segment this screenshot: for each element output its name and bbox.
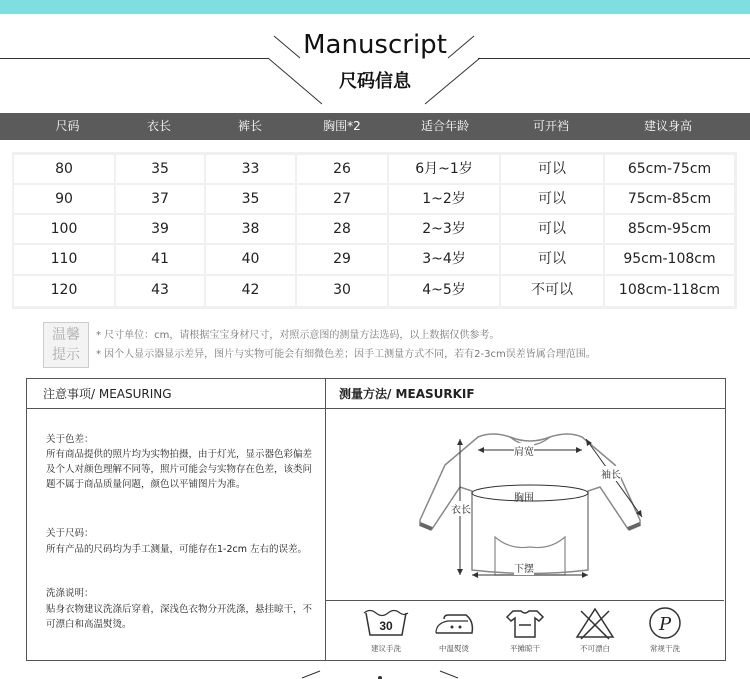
header-height: 建议身高 [643, 119, 692, 133]
care-item-dry-flat [495, 605, 555, 653]
tip-line-2: * 因个人显示器显示差异，图片与实物可能会有细微色差；因手工测量方式不同，若有2-3cm误差皆属合理范围。 [96, 349, 596, 360]
label-length: 衣长 [451, 501, 471, 516]
size-table-body [12, 152, 737, 309]
table-cell: 可以 [501, 215, 603, 243]
table-cell: 35 [116, 155, 204, 183]
header-pants-length: 裤长 [237, 119, 262, 133]
info-box-header-divider [27, 408, 725, 409]
label-shoulder: 肩宽 [514, 443, 534, 458]
table-cell: 43 [116, 276, 204, 306]
label-chest: 胸围 [514, 493, 534, 504]
table-cell: 75cm-85cm [605, 185, 734, 213]
care-label: 建议手洗 [371, 644, 401, 653]
care-label: 平摊晾干 [510, 644, 540, 653]
tips-badge-line1: 温馨 [52, 327, 80, 343]
table-cell: 108cm-118cm [605, 276, 734, 306]
table-cell: 90 [14, 185, 114, 213]
table-cell: 39 [116, 215, 204, 243]
table-cell: 6月~1岁 [389, 155, 499, 183]
table-cell: 1~2岁 [389, 185, 499, 213]
table-cell: 80 [14, 155, 114, 183]
color-note-title: 关于色差： [46, 434, 94, 445]
table-cell: 27 [297, 185, 387, 213]
table-cell: 38 [206, 215, 295, 243]
header-chest: 胸围*2 [323, 119, 361, 133]
label-sleeve: 袖长 [601, 466, 621, 481]
dry-clean-letter: P [658, 614, 672, 635]
table-cell: 100 [14, 215, 114, 243]
care-item-handwash [356, 605, 416, 653]
table-cell: 可以 [501, 245, 603, 274]
table-cell: 4~5岁 [389, 276, 499, 306]
table-cell: 不可以 [501, 276, 603, 306]
care-label: 不可漂白 [580, 644, 610, 653]
size-note-text: 所有产品的尺码均为手工测量，可能存在1-2cm 左右的误差。 [46, 544, 308, 555]
table-cell: 65cm-75cm [605, 155, 734, 183]
table-cell: 26 [297, 155, 387, 183]
page-title-en: Manuscript [303, 30, 447, 60]
table-cell: 35 [206, 185, 295, 213]
table-cell: 33 [206, 155, 295, 183]
info-box-divider [325, 379, 326, 660]
table-cell: 29 [297, 245, 387, 274]
care-label: 常规干洗 [650, 644, 680, 653]
header-open-crotch: 可开裆 [532, 119, 569, 133]
table-cell: 95cm-108cm [605, 245, 734, 274]
table-cell: 2~3岁 [389, 215, 499, 243]
table-cell: 120 [14, 276, 114, 306]
header-top-length: 衣长 [146, 119, 171, 133]
tip-line-1: * 尺寸单位：cm，请根据宝宝身材尺寸，对照示意图的测量方法选码，以上数据仅供参考。 [96, 330, 500, 341]
table-cell: 110 [14, 245, 114, 274]
tips-badge [43, 322, 89, 368]
wash-note-title: 洗涤说明： [46, 588, 94, 599]
table-cell: 41 [116, 245, 204, 274]
table-cell: 85cm-95cm [605, 215, 734, 243]
tips-badge-line2: 提示 [52, 347, 80, 363]
next-section-decoration [300, 668, 460, 679]
measure-title: 测量方法/ MEASURKIF [339, 387, 475, 401]
care-divider [326, 600, 724, 601]
care-label: 中温熨烫 [439, 644, 469, 653]
dry-flat-icon [495, 605, 555, 641]
header-age: 适合年龄 [420, 119, 469, 133]
dry-clean-p-icon [635, 605, 695, 641]
wash-temperature: 30 [379, 619, 393, 633]
top-accent-bar [0, 0, 750, 14]
wash-30-icon [356, 605, 416, 641]
care-item-iron [424, 605, 484, 653]
header-size: 尺码 [55, 119, 80, 133]
table-cell: 30 [297, 276, 387, 306]
size-table-header [0, 113, 750, 140]
table-cell: 42 [206, 276, 295, 306]
page-title-cn: 尺码信息 [339, 71, 411, 92]
size-note-title: 关于尺码： [46, 528, 94, 539]
table-cell: 可以 [501, 155, 603, 183]
table-cell: 37 [116, 185, 204, 213]
iron-medium-icon [424, 605, 484, 641]
table-cell: 可以 [501, 185, 603, 213]
table-cell: 40 [206, 245, 295, 274]
color-note-text: 所有商品提供的照片均为实物拍摄，由于灯光，显示器色彩偏差及个人对颜色理解不同等，照片可能会与实物存在色差，该类问题不属于商品质量问题，颜色以平铺图片为准。 [46, 449, 313, 490]
care-item-no-bleach [565, 605, 625, 653]
care-item-dry-clean [635, 605, 695, 653]
no-bleach-icon [565, 605, 625, 641]
table-cell: 3~4岁 [389, 245, 499, 274]
wash-note-text: 贴身衣物建议洗涤后穿着，深浅色衣物分开洗涤，悬挂晾干，不可漂白和高温熨烫。 [46, 604, 313, 630]
table-cell: 28 [297, 215, 387, 243]
notice-title: 注意事项/ MEASURING [43, 387, 172, 401]
label-hem: 下摆 [514, 560, 534, 575]
